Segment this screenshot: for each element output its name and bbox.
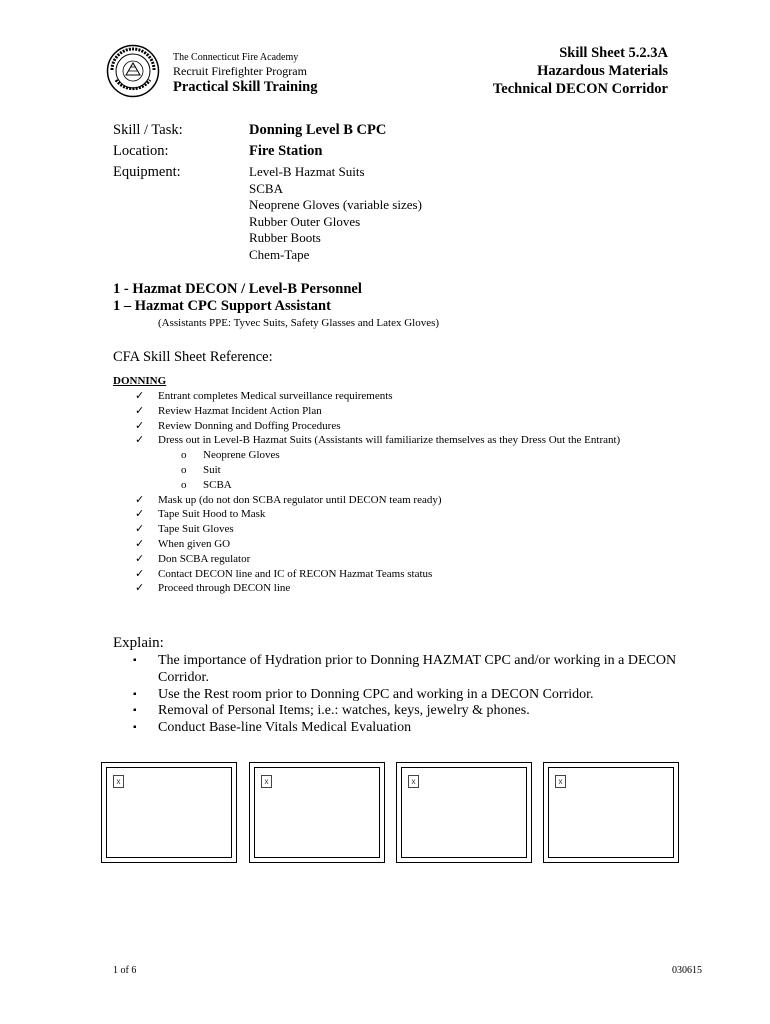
broken-image-icon: x [408,775,419,788]
donning-heading: DONNING [113,375,167,387]
image-frame-4 [543,762,679,863]
square-bullet-icon: ▪ [133,688,137,700]
square-bullet-icon: ▪ [133,655,137,666]
square-bullet-icon: ▪ [133,705,137,717]
circle-bullet-icon: o [181,478,187,491]
check-icon: ✓ [135,567,145,580]
personnel-line-1: 1 - Hazmat DECON / Level-B Personnel [113,281,362,297]
explain-item: ▪ Removal of Personal Items; i.e.: watches, keys, jewelry & phones. [133,703,530,719]
check-icon: ✓ [135,582,145,595]
broken-image-icon: x [261,775,272,788]
check-icon: ✓ [135,404,145,417]
skill-sheet-number: Skill Sheet 5.2.3A [559,45,668,61]
checklist-subitem: o Suit [181,463,221,476]
program-name: Recruit Firefighter Program [173,64,307,78]
checklist-subitem: o SCBA [181,478,232,491]
image-frame-3 [396,762,532,863]
equipment-item: Level-B Hazmat Suits [249,164,365,179]
checklist-item: ✓ Entrant completes Medical surveillance requirements [135,390,393,402]
equipment-item: SCBA [249,180,283,196]
check-icon: ✓ [135,508,145,521]
checklist-item: ✓ Contact DECON line and IC of RECON Hazmat Teams status [135,567,433,580]
page-number: 1 of 6 [113,965,137,976]
circle-bullet-icon: o [181,449,187,462]
checklist-item: ✓ Don SCBA regulator [135,552,251,565]
donning-checklist [135,389,755,596]
check-icon: ✓ [135,537,145,550]
checklist-item: ✓ Dress out in Level-B Hazmat Suits (Assistants will familiarize themselves as they Dress Out the Entrant) [135,434,621,447]
subject-title: Hazardous Materials [537,63,668,79]
academy-seal-logo [106,44,160,98]
square-bullet-icon: ▪ [133,722,137,734]
training-title: Practical Skill Training [173,79,318,95]
check-icon: ✓ [135,552,145,565]
image-frame-2 [249,762,385,863]
equipment-item: Rubber Boots [249,230,321,245]
broken-image-icon: x [555,775,566,788]
checklist-item: ✓ Tape Suit Gloves [135,523,234,536]
equipment-list [249,164,422,263]
equipment-label: Equipment: [113,164,181,180]
checklist-item: ✓ Mask up (do not don SCBA regulator until DECON team ready) [135,493,442,506]
checklist-subitem: o Neoprene Gloves [181,449,280,462]
task-value: Donning Level B CPC [249,122,387,138]
broken-image-icon: x [113,775,124,788]
explain-heading: Explain: [113,635,164,651]
assistant-ppe-note: (Assistants PPE: Tyvec Suits, Safety Glasses and Latex Gloves) [158,317,440,329]
explain-item: ▪ Use the Rest room prior to Donning CPC and working in a DECON Corridor. [133,686,594,702]
check-icon: ✓ [135,434,145,447]
check-icon: ✓ [135,493,145,506]
checklist-item: ✓ Proceed through DECON line [135,582,291,595]
checklist-item: ✓ When given GO [135,537,231,550]
checklist-item: ✓ Review Hazmat Incident Action Plan [135,404,322,417]
academy-name: The Connecticut Fire Academy [173,52,299,63]
explain-list [133,653,693,737]
topic-title: Technical DECON Corridor [492,81,668,97]
document-code: 030615 [672,965,702,976]
personnel-line-2: 1 – Hazmat CPC Support Assistant [113,298,331,314]
circle-bullet-icon: o [181,463,187,476]
location-label: Location: [113,143,169,159]
equipment-item: Chem-Tape [249,246,310,262]
check-icon: ✓ [135,390,145,402]
task-label: Skill / Task: [113,122,183,138]
location-value: Fire Station [249,143,323,159]
explain-item: ▪ The importance of Hydration prior to Donning HAZMAT CPC and/or working in a DECON Corridor. [133,653,677,685]
check-icon: ✓ [135,523,145,536]
equipment-item: Neoprene Gloves (variable sizes) [249,197,422,212]
check-icon: ✓ [135,419,145,432]
checklist-item: ✓ Review Donning and Doffing Procedures [135,419,341,432]
equipment-item: Rubber Outer Gloves [249,213,361,229]
reference-heading: CFA Skill Sheet Reference: [113,349,273,365]
checklist-item: ✓ Tape Suit Hood to Mask [135,508,266,521]
explain-item: ▪ Conduct Base-line Vitals Medical Evaluation [133,720,412,736]
image-frame-1 [101,762,237,863]
